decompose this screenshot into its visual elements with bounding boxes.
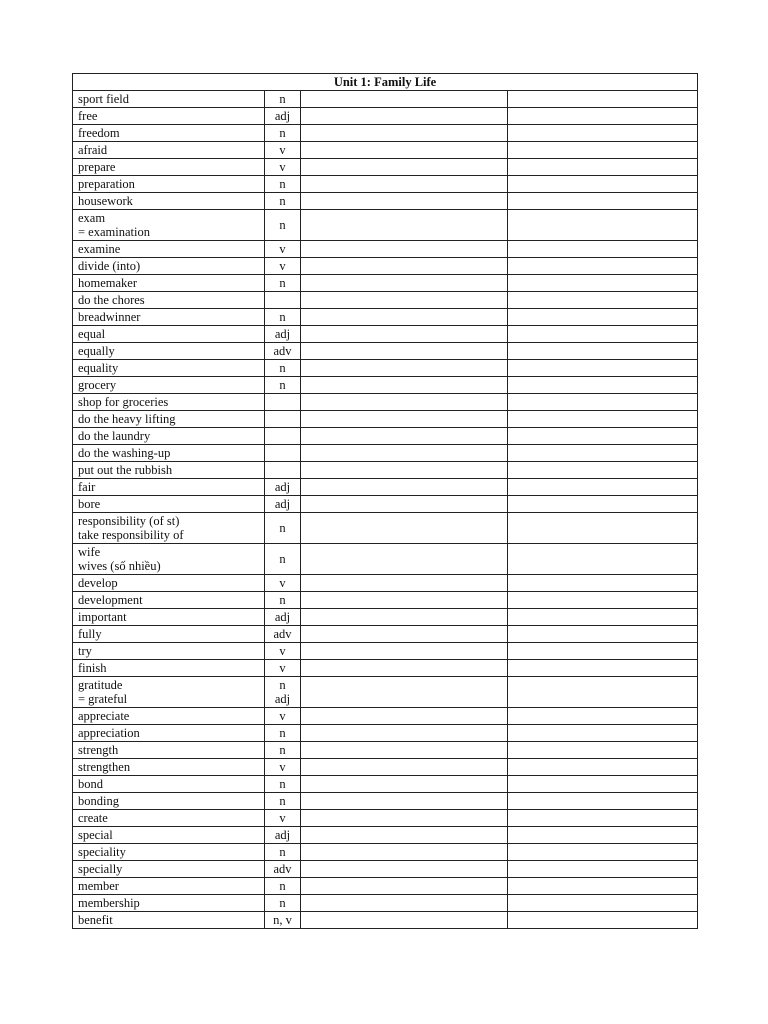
- vocab-word: do the washing-up: [73, 445, 265, 462]
- notes-cell: [508, 176, 698, 193]
- table-row: [73, 462, 698, 479]
- table-row: [73, 428, 698, 445]
- notes-cell: [508, 394, 698, 411]
- notes-cell: [508, 912, 698, 929]
- meaning-cell: [301, 159, 508, 176]
- meaning-cell: [301, 827, 508, 844]
- notes-cell: [508, 575, 698, 592]
- part-of-speech: v: [265, 759, 301, 776]
- notes-cell: [508, 445, 698, 462]
- vocab-word: examine: [73, 241, 265, 258]
- table-row: [73, 142, 698, 159]
- table-row: [73, 496, 698, 513]
- meaning-cell: [301, 445, 508, 462]
- notes-cell: [508, 343, 698, 360]
- meaning-cell: [301, 258, 508, 275]
- table-row: [73, 575, 698, 592]
- notes-cell: [508, 742, 698, 759]
- vocab-word: homemaker: [73, 275, 265, 292]
- part-of-speech: n: [265, 725, 301, 742]
- part-of-speech: [265, 462, 301, 479]
- meaning-cell: [301, 326, 508, 343]
- vocab-word: gratitude = grateful: [73, 677, 265, 708]
- vocab-word: develop: [73, 575, 265, 592]
- part-of-speech: n: [265, 878, 301, 895]
- notes-cell: [508, 428, 698, 445]
- meaning-cell: [301, 142, 508, 159]
- vocab-word: speciality: [73, 844, 265, 861]
- part-of-speech: v: [265, 575, 301, 592]
- table-row: [73, 626, 698, 643]
- vocab-word: bore: [73, 496, 265, 513]
- vocab-word: freedom: [73, 125, 265, 142]
- meaning-cell: [301, 309, 508, 326]
- table-row: [73, 445, 698, 462]
- table-row: [73, 193, 698, 210]
- table-row: [73, 912, 698, 929]
- notes-cell: [508, 210, 698, 241]
- meaning-cell: [301, 776, 508, 793]
- part-of-speech: adj: [265, 827, 301, 844]
- part-of-speech: v: [265, 643, 301, 660]
- meaning-cell: [301, 292, 508, 309]
- table-row: [73, 759, 698, 776]
- notes-cell: [508, 592, 698, 609]
- vocab-word: do the chores: [73, 292, 265, 309]
- table-row: [73, 210, 698, 241]
- part-of-speech: n: [265, 793, 301, 810]
- part-of-speech: n: [265, 91, 301, 108]
- meaning-cell: [301, 428, 508, 445]
- vocab-word: benefit: [73, 912, 265, 929]
- vocab-word: divide (into): [73, 258, 265, 275]
- meaning-cell: [301, 176, 508, 193]
- notes-cell: [508, 677, 698, 708]
- part-of-speech: [265, 292, 301, 309]
- table-row: [73, 326, 698, 343]
- table-row: [73, 275, 698, 292]
- notes-cell: [508, 827, 698, 844]
- table-row: [73, 360, 698, 377]
- table-row: [73, 292, 698, 309]
- meaning-cell: [301, 479, 508, 496]
- notes-cell: [508, 360, 698, 377]
- vocab-word: create: [73, 810, 265, 827]
- meaning-cell: [301, 861, 508, 878]
- part-of-speech: [265, 394, 301, 411]
- part-of-speech: n: [265, 776, 301, 793]
- table-row: [73, 91, 698, 108]
- part-of-speech: v: [265, 708, 301, 725]
- table-row: [73, 309, 698, 326]
- table-row: [73, 793, 698, 810]
- meaning-cell: [301, 275, 508, 292]
- meaning-cell: [301, 360, 508, 377]
- vocab-word: responsibility (of st) take responsibility of: [73, 513, 265, 544]
- meaning-cell: [301, 544, 508, 575]
- meaning-cell: [301, 609, 508, 626]
- notes-cell: [508, 544, 698, 575]
- meaning-cell: [301, 462, 508, 479]
- notes-cell: [508, 793, 698, 810]
- table-row: [73, 725, 698, 742]
- table-row: [73, 776, 698, 793]
- meaning-cell: [301, 592, 508, 609]
- notes-cell: [508, 193, 698, 210]
- meaning-cell: [301, 643, 508, 660]
- table-row: [73, 544, 698, 575]
- table-row: [73, 176, 698, 193]
- meaning-cell: [301, 513, 508, 544]
- notes-cell: [508, 125, 698, 142]
- notes-cell: [508, 878, 698, 895]
- table-row: [73, 377, 698, 394]
- vocab-word: exam = examination: [73, 210, 265, 241]
- table-row: [73, 895, 698, 912]
- part-of-speech: n: [265, 193, 301, 210]
- vocab-word: fair: [73, 479, 265, 496]
- table-row: [73, 810, 698, 827]
- part-of-speech: v: [265, 660, 301, 677]
- vocab-word: try: [73, 643, 265, 660]
- part-of-speech: n, v: [265, 912, 301, 929]
- vocab-word: grocery: [73, 377, 265, 394]
- part-of-speech: n: [265, 592, 301, 609]
- table-row: [73, 108, 698, 125]
- part-of-speech: v: [265, 241, 301, 258]
- part-of-speech: [265, 411, 301, 428]
- table-row: [73, 878, 698, 895]
- vocab-word: equal: [73, 326, 265, 343]
- notes-cell: [508, 643, 698, 660]
- notes-cell: [508, 725, 698, 742]
- vocab-word: special: [73, 827, 265, 844]
- vocab-word: free: [73, 108, 265, 125]
- vocab-word: appreciation: [73, 725, 265, 742]
- meaning-cell: [301, 895, 508, 912]
- table-row: [73, 827, 698, 844]
- notes-cell: [508, 861, 698, 878]
- vocab-word: preparation: [73, 176, 265, 193]
- meaning-cell: [301, 912, 508, 929]
- notes-cell: [508, 513, 698, 544]
- meaning-cell: [301, 660, 508, 677]
- table-row: [73, 660, 698, 677]
- notes-cell: [508, 91, 698, 108]
- part-of-speech: adj: [265, 326, 301, 343]
- table-title: Unit 1: Family Life: [73, 74, 698, 91]
- vocab-word: equally: [73, 343, 265, 360]
- vocab-word: finish: [73, 660, 265, 677]
- vocab-word: strengthen: [73, 759, 265, 776]
- meaning-cell: [301, 575, 508, 592]
- vocab-word: member: [73, 878, 265, 895]
- part-of-speech: [265, 428, 301, 445]
- table-row: [73, 513, 698, 544]
- part-of-speech: adv: [265, 343, 301, 360]
- meaning-cell: [301, 844, 508, 861]
- table-row: [73, 258, 698, 275]
- table-row: [73, 742, 698, 759]
- vocab-word: prepare: [73, 159, 265, 176]
- table-row: [73, 241, 698, 258]
- meaning-cell: [301, 377, 508, 394]
- vocab-word: important: [73, 609, 265, 626]
- meaning-cell: [301, 793, 508, 810]
- vocab-word: housework: [73, 193, 265, 210]
- part-of-speech: n: [265, 176, 301, 193]
- vocab-word: development: [73, 592, 265, 609]
- notes-cell: [508, 108, 698, 125]
- notes-cell: [508, 609, 698, 626]
- vocab-word: membership: [73, 895, 265, 912]
- table-row: [73, 159, 698, 176]
- meaning-cell: [301, 411, 508, 428]
- part-of-speech: n: [265, 360, 301, 377]
- part-of-speech: [265, 445, 301, 462]
- part-of-speech: n: [265, 513, 301, 544]
- table-row: [73, 609, 698, 626]
- part-of-speech: n: [265, 309, 301, 326]
- notes-cell: [508, 159, 698, 176]
- part-of-speech: n: [265, 275, 301, 292]
- meaning-cell: [301, 810, 508, 827]
- vocab-word: bond: [73, 776, 265, 793]
- table-row: [73, 343, 698, 360]
- table-row: [73, 394, 698, 411]
- vocab-word: appreciate: [73, 708, 265, 725]
- notes-cell: [508, 241, 698, 258]
- meaning-cell: [301, 210, 508, 241]
- part-of-speech: n: [265, 210, 301, 241]
- meaning-cell: [301, 742, 508, 759]
- meaning-cell: [301, 725, 508, 742]
- vocab-word: bonding: [73, 793, 265, 810]
- meaning-cell: [301, 394, 508, 411]
- table-row: [73, 592, 698, 609]
- part-of-speech: v: [265, 810, 301, 827]
- part-of-speech: adj: [265, 108, 301, 125]
- vocab-word: specially: [73, 861, 265, 878]
- part-of-speech: n: [265, 844, 301, 861]
- vocab-word: do the laundry: [73, 428, 265, 445]
- meaning-cell: [301, 708, 508, 725]
- part-of-speech: n: [265, 742, 301, 759]
- vocab-word: fully: [73, 626, 265, 643]
- notes-cell: [508, 292, 698, 309]
- notes-cell: [508, 810, 698, 827]
- notes-cell: [508, 660, 698, 677]
- vocab-word: afraid: [73, 142, 265, 159]
- notes-cell: [508, 377, 698, 394]
- table-row: [73, 643, 698, 660]
- notes-cell: [508, 759, 698, 776]
- vocab-word: sport field: [73, 91, 265, 108]
- part-of-speech: n adj: [265, 677, 301, 708]
- notes-cell: [508, 326, 698, 343]
- notes-cell: [508, 776, 698, 793]
- meaning-cell: [301, 878, 508, 895]
- notes-cell: [508, 411, 698, 428]
- part-of-speech: v: [265, 258, 301, 275]
- part-of-speech: v: [265, 159, 301, 176]
- notes-cell: [508, 844, 698, 861]
- meaning-cell: [301, 193, 508, 210]
- notes-cell: [508, 142, 698, 159]
- meaning-cell: [301, 759, 508, 776]
- notes-cell: [508, 496, 698, 513]
- vocab-word: put out the rubbish: [73, 462, 265, 479]
- notes-cell: [508, 275, 698, 292]
- meaning-cell: [301, 626, 508, 643]
- vocab-word: shop for groceries: [73, 394, 265, 411]
- part-of-speech: adj: [265, 479, 301, 496]
- meaning-cell: [301, 677, 508, 708]
- notes-cell: [508, 258, 698, 275]
- table-row: [73, 708, 698, 725]
- meaning-cell: [301, 91, 508, 108]
- notes-cell: [508, 462, 698, 479]
- table-row: [73, 125, 698, 142]
- table-row: [73, 411, 698, 428]
- vocab-word: breadwinner: [73, 309, 265, 326]
- part-of-speech: n: [265, 544, 301, 575]
- notes-cell: [508, 895, 698, 912]
- table-row: [73, 844, 698, 861]
- notes-cell: [508, 708, 698, 725]
- vocab-word: do the heavy lifting: [73, 411, 265, 428]
- title-row: [73, 74, 698, 91]
- meaning-cell: [301, 108, 508, 125]
- notes-cell: [508, 479, 698, 496]
- vocab-word: strength: [73, 742, 265, 759]
- vocab-word: equality: [73, 360, 265, 377]
- meaning-cell: [301, 241, 508, 258]
- part-of-speech: adv: [265, 861, 301, 878]
- part-of-speech: n: [265, 377, 301, 394]
- table-row: [73, 479, 698, 496]
- part-of-speech: v: [265, 142, 301, 159]
- meaning-cell: [301, 125, 508, 142]
- part-of-speech: adv: [265, 626, 301, 643]
- table-row: [73, 861, 698, 878]
- notes-cell: [508, 626, 698, 643]
- part-of-speech: n: [265, 125, 301, 142]
- vocab-word: wife wives (số nhiều): [73, 544, 265, 575]
- part-of-speech: adj: [265, 496, 301, 513]
- part-of-speech: adj: [265, 609, 301, 626]
- meaning-cell: [301, 343, 508, 360]
- table-row: [73, 677, 698, 708]
- notes-cell: [508, 309, 698, 326]
- vocabulary-rows: [73, 91, 698, 929]
- meaning-cell: [301, 496, 508, 513]
- part-of-speech: n: [265, 895, 301, 912]
- vocabulary-table: [72, 73, 698, 929]
